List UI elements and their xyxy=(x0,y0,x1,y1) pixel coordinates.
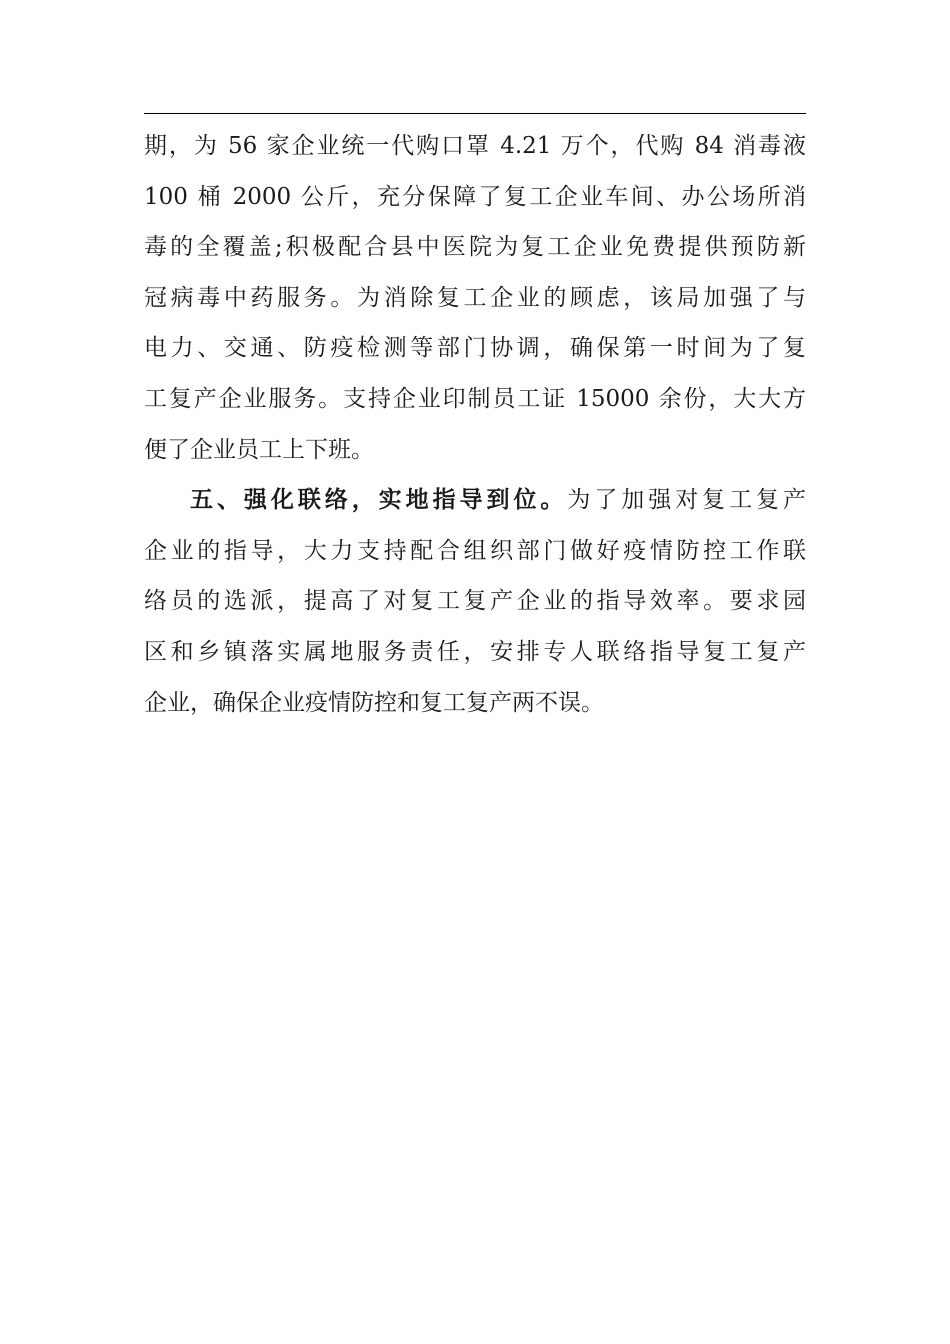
text-line: 100 桶 2000 公斤，充分保障了复工企业车间、办公场所消 xyxy=(144,183,806,210)
text-line: 电力、交通、防疫检测等部门协调，确保第一时间为了复 xyxy=(144,335,806,362)
text-line: 冠病毒中药服务。为消除复工企业的顾虑，该局加强了与 xyxy=(144,284,806,311)
text-line: 企业的指导，大力支持配合组织部门做好疫情防控工作联 xyxy=(144,537,806,564)
text-line: 络员的选派，提高了对复工复产企业的指导效率。要求园 xyxy=(144,588,806,615)
text-line: 毒的全覆盖;积极配合县中医院为复工企业免费提供预防新 xyxy=(144,234,806,261)
text-line: 区和乡镇落实属地服务责任，安排专人联络指导复工复产 xyxy=(144,638,806,665)
document-body xyxy=(144,121,806,728)
text-line: 便了企业员工上下班。 xyxy=(144,436,374,463)
text-line: 工复产企业服务。支持企业印制员工证 15000 余份，大大方 xyxy=(144,385,806,412)
paragraph-2 xyxy=(144,475,806,728)
paragraph-1 xyxy=(144,121,806,475)
header-rule xyxy=(144,113,806,114)
section-heading: 五、强化联络，实地指导到位。 xyxy=(190,486,568,514)
text-line-first xyxy=(144,475,806,526)
text-line: 期，为 56 家企业统一代购口罩 4.21 万个，代购 84 消毒液 xyxy=(144,133,806,159)
text-line: 企业，确保企业疫情防控和复工复产两不误。 xyxy=(144,689,604,716)
text-span: 为了加强对复工复产 xyxy=(567,487,807,514)
